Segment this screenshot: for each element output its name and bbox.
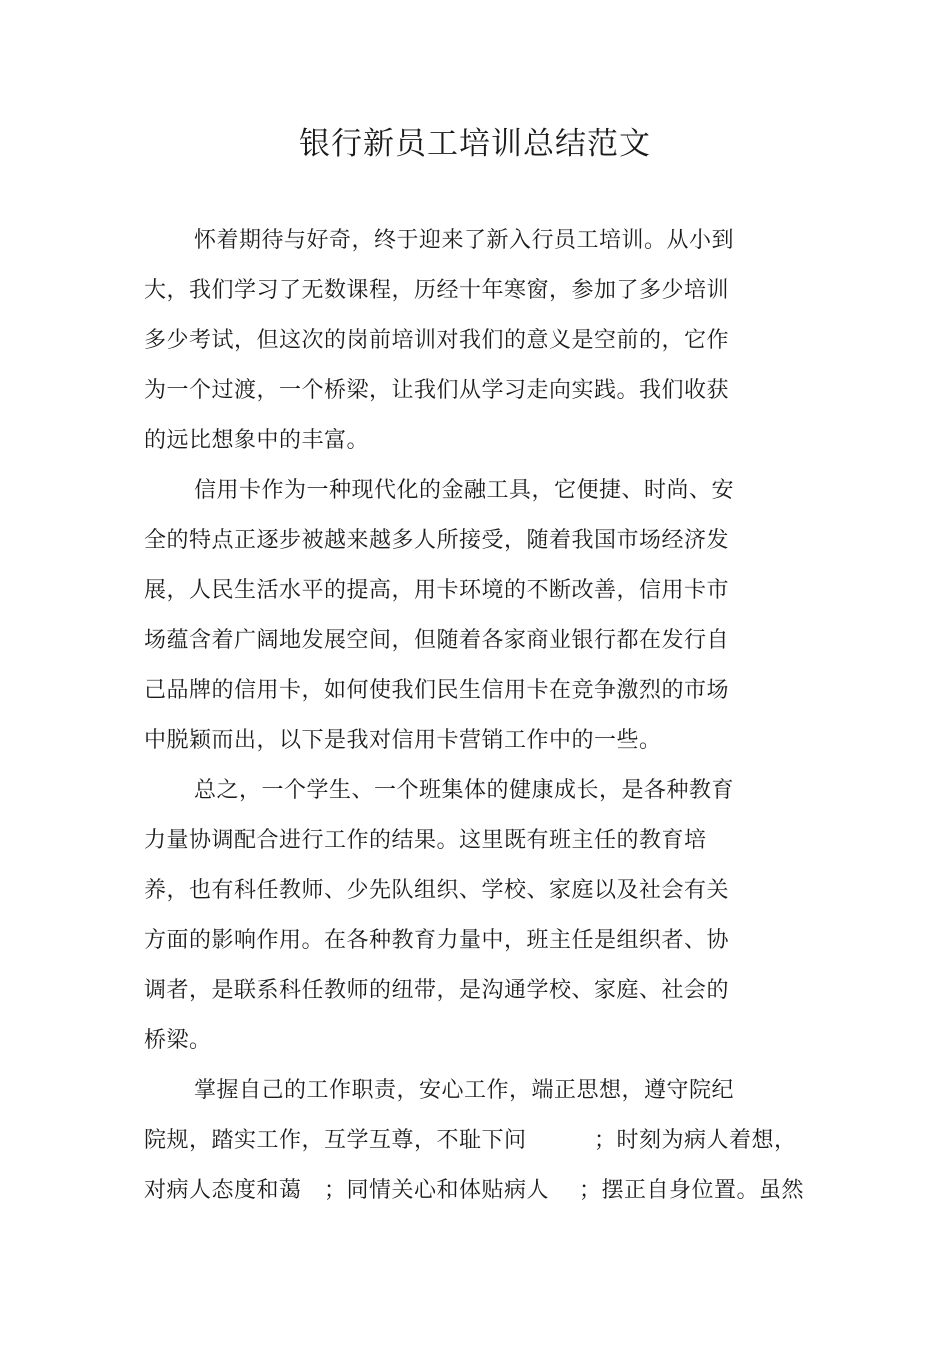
text-line: 总之，一个学生、一个班集体的健康成长，是各种教育 bbox=[194, 778, 735, 803]
text-line: 力量协调配合进行工作的结果。这里既有班主任的教育培 bbox=[144, 828, 707, 853]
text-line: 养，也有科任教师、少先队组织、学校、家庭以及社会有关 bbox=[144, 878, 730, 903]
text-line: 为一个过渡，一个桥梁，让我们从学习走向实践。我们收获 bbox=[144, 378, 730, 403]
text-line: 大，我们学习了无数课程，历经十年寒窗，参加了多少培训 bbox=[144, 278, 730, 303]
text-line: 场蕴含着广阔地发展空间，但随着各家商业银行都在发行自 bbox=[144, 628, 730, 653]
text-line: 展，人民生活水平的提高，用卡环境的不断改善，信用卡市 bbox=[144, 578, 730, 603]
text-line: 多少考试，但这次的岗前培训对我们的意义是空前的，它作 bbox=[144, 328, 730, 353]
text-line: 中脱颖而出，以下是我对信用卡营销工作中的一些。 bbox=[144, 728, 662, 753]
text-line: 调者，是联系科任教师的纽带，是沟通学校、家庭、社会的 bbox=[144, 978, 730, 1003]
text-line: 掌握自己的工作职责，安心工作，端正思想，遵守院纪 bbox=[194, 1078, 735, 1103]
text-line: 桥梁。 bbox=[144, 1028, 212, 1053]
text-line: 信用卡作为一种现代化的金融工具，它便捷、时尚、安 bbox=[194, 478, 735, 503]
document-title: 银行新员工培训总结范文 bbox=[299, 126, 651, 162]
text-line: 的远比想象中的丰富。 bbox=[144, 428, 370, 453]
text-line: 己品牌的信用卡，如何使我们民生信用卡在竞争激烈的市场 bbox=[144, 678, 730, 703]
text-line: 院规，踏实工作，互学互尊，不耻下问 ；时刻为病人着想， bbox=[144, 1128, 797, 1153]
text-line: 方面的影响作用。在各种教育力量中，班主任是组织者、协 bbox=[144, 928, 730, 953]
text-line: 对病人态度和蔼 ；同情关心和体贴病人 ；摆正自身位置。虽然 bbox=[144, 1178, 804, 1203]
text-line: 怀着期待与好奇，终于迎来了新入行员工培训。从小到 bbox=[194, 228, 735, 253]
text-line: 全的特点正逐步被越来越多人所接受，随着我国市场经济发 bbox=[144, 528, 730, 553]
